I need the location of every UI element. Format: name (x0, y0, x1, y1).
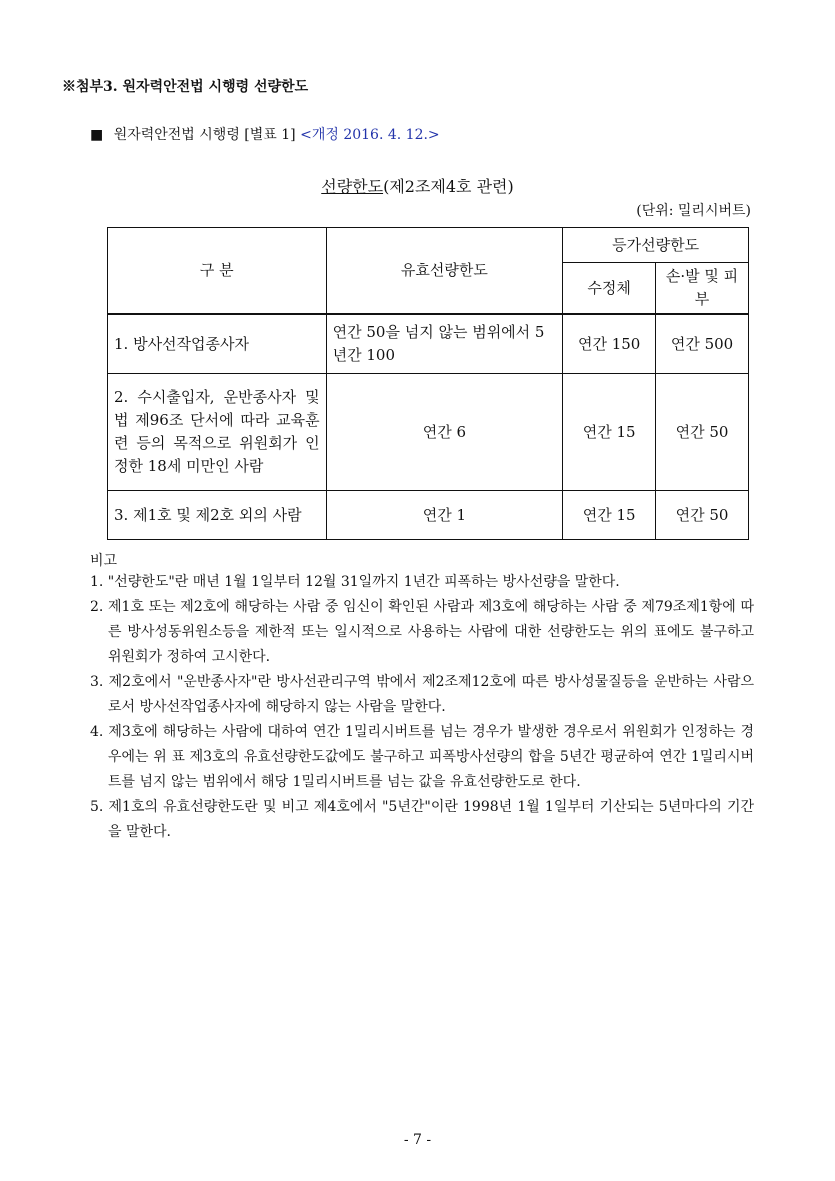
row-lens: 연간 150 (563, 314, 656, 374)
table-header-row (108, 228, 749, 263)
notes-heading: 비고 (90, 553, 118, 569)
header-category: 구 분 (108, 228, 327, 315)
note-item: 5. 제1호의 유효선량한도란 및 비고 제4호에서 "5년간"이란 1998년 1월 1일부터 기산되는 5년마다의 기간을 말한다. (90, 799, 754, 840)
table-row (108, 314, 749, 374)
row-effective: 연간 6 (326, 374, 563, 491)
row-category: 3. 제1호 및 제2호 외의 사람 (108, 491, 327, 540)
row-skin: 연간 500 (656, 314, 749, 374)
dose-limit-table (107, 227, 749, 540)
law-reference (90, 124, 440, 144)
header-effective-dose: 유효선량한도 (326, 228, 563, 315)
note-item: 2. 제1호 또는 제2호에 해당하는 사람 중 임신이 확인된 사람과 제3호에 해당하는 사람 중 제79조제1항에 따른 방사성동위원소등을 제한적 또는 일시적으로 사용하는 사람에 대한 선량한도는 위의 표에도 불구하고 위원회가 정하여 고시한다. (90, 599, 754, 665)
table-title-main: 선량한도 (321, 177, 384, 196)
row-effective: 연간 50을 넘지 않는 범위에서 5년간 100 (326, 314, 563, 374)
row-category: 1. 방사선작업종사자 (108, 314, 327, 374)
header-lens: 수정체 (563, 263, 656, 315)
header-skin: 손·발 및 피부 (656, 263, 749, 315)
row-lens: 연간 15 (563, 374, 656, 491)
row-category: 2. 수시출입자, 운반종사자 및 법 제96조 단서에 따라 교육훈련 등의 목적으로 위원회가 인정한 18세 미만인 사람 (108, 374, 327, 491)
table-title (0, 174, 835, 197)
table-title-suffix: (제2조제4호 관련) (383, 177, 514, 196)
row-skin: 연간 50 (656, 374, 749, 491)
attachment-title: ※첨부3. 원자력안전법 시행령 선량한도 (62, 79, 309, 95)
row-lens: 연간 15 (563, 491, 656, 540)
square-bullet-icon: ■ (90, 127, 104, 143)
law-reference-text: 원자력안전법 시행령 [별표 1] (113, 127, 296, 143)
note-item: 3. 제2호에서 "운반종사자"란 방사선관리구역 밖에서 제2조제12호에 따른 방사성물질등을 운반하는 사람으로서 방사선작업종사자에 해당하지 않는 사람을 말한다. (90, 674, 754, 715)
row-effective: 연간 1 (326, 491, 563, 540)
row-skin: 연간 50 (656, 491, 749, 540)
notes-list (90, 570, 754, 845)
table-row (108, 491, 749, 540)
page-number: - 7 - (403, 1132, 432, 1148)
unit-label: (단위: 밀리시버트) (636, 203, 751, 219)
note-item: 1. "선량한도"란 매년 1월 1일부터 12월 31일까지 1년간 피폭하는 방사선량을 말한다. (90, 574, 620, 590)
header-equivalent-dose: 등가선량한도 (563, 228, 749, 263)
table-row (108, 374, 749, 491)
amendment-date: <개정 2016. 4. 12.> (300, 127, 440, 143)
note-item: 4. 제3호에 해당하는 사람에 대하여 연간 1밀리시버트를 넘는 경우가 발생한 경우로서 위원회가 인정하는 경우에는 위 표 제3호의 유효선량한도값에도 불구하고 피폭방사선량의 합을 5년간 평균하여 연간 1밀리시버트를 넘지 않는 범위에서 해당 1밀리시버트를 넘는 값을 유효선량한도로 한다. (90, 724, 754, 790)
